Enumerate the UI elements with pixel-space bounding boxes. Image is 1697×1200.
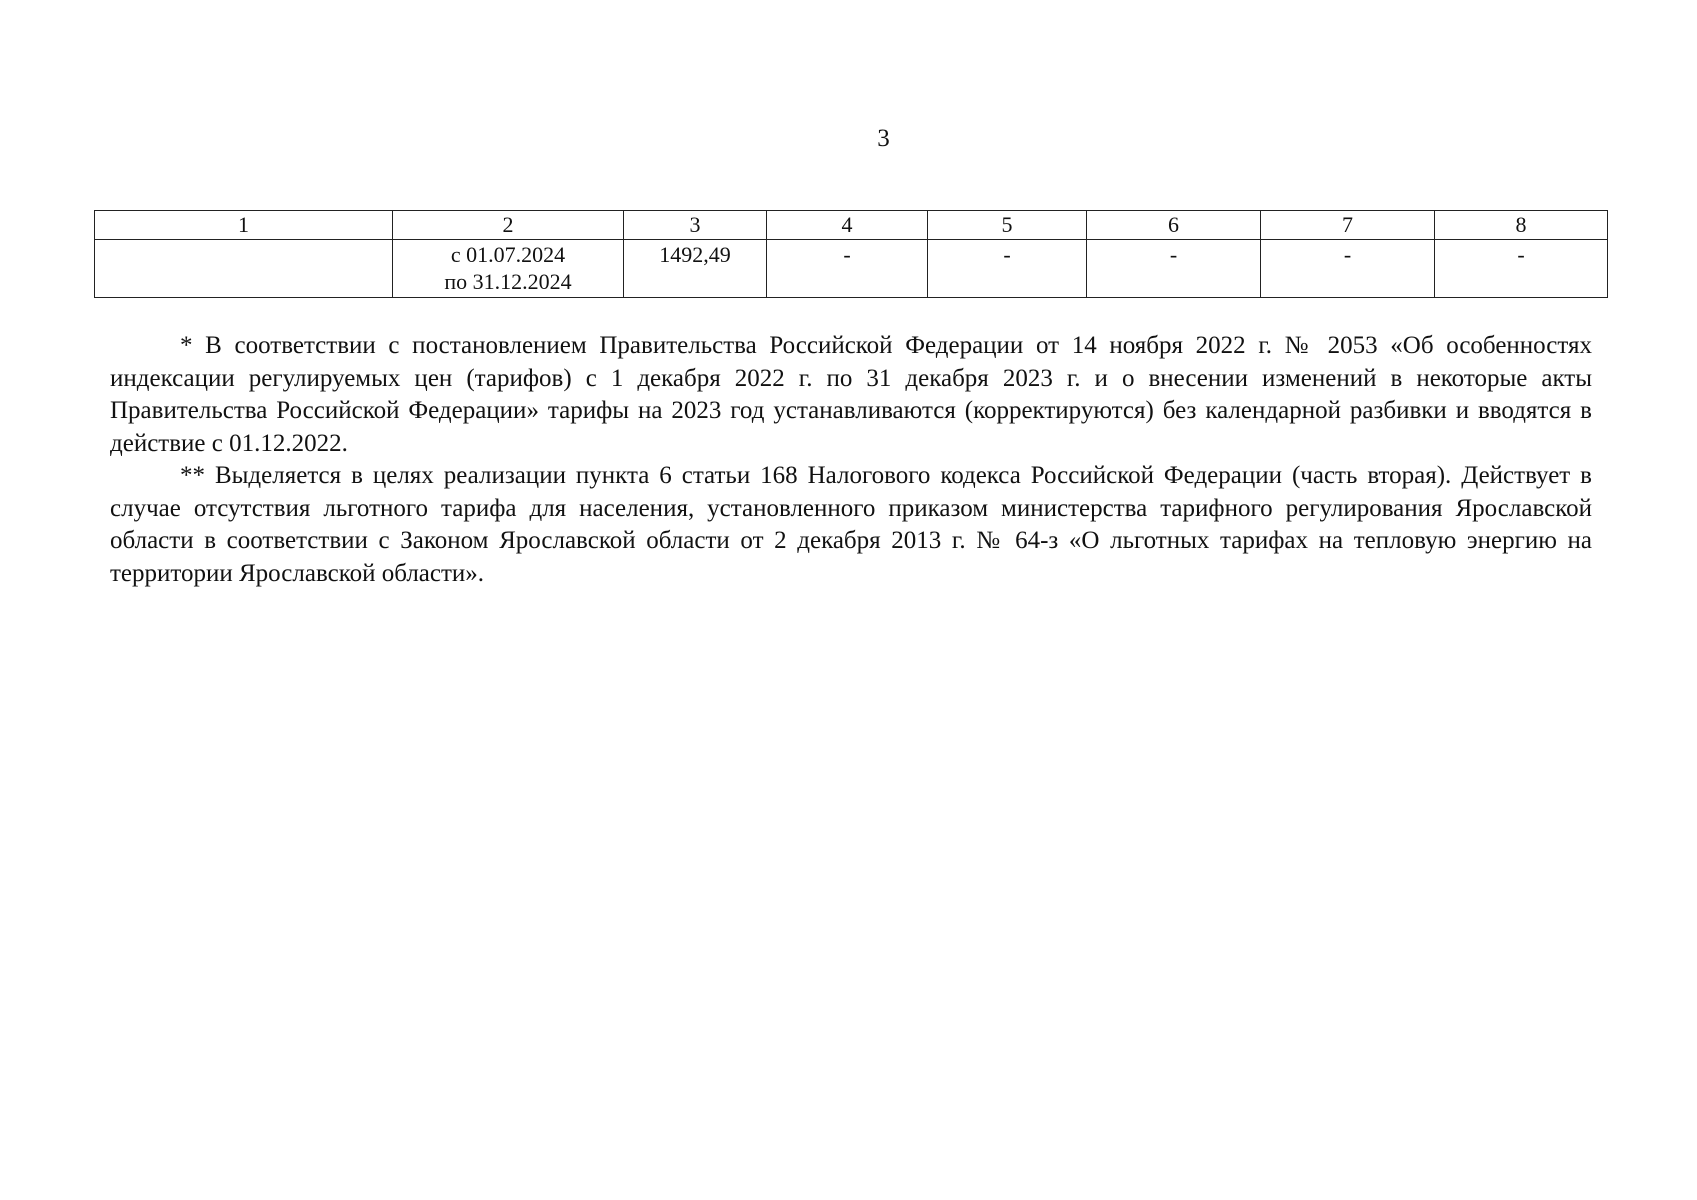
column-header: 7 [1261, 211, 1435, 240]
page-number: 3 [877, 125, 890, 152]
tariff-table [94, 210, 1608, 298]
column-header: 2 [393, 211, 624, 240]
period-start: с 01.07.2024 [450, 242, 566, 267]
period-end: по 31.12.2024 [444, 269, 572, 294]
table-cell-6: - [1087, 240, 1261, 298]
table-cell-5: - [928, 240, 1087, 298]
table-cell-8: - [1435, 240, 1608, 298]
column-header: 8 [1435, 211, 1608, 240]
column-header: 5 [928, 211, 1087, 240]
table-cell-4: - [767, 240, 928, 298]
table-cell-period [393, 240, 624, 298]
footnote-1: * В соответствии с постановлением Правительства Российской Федерации от 14 ноября 2022 г. № 2053 «Об особенностях индексации регулируемых цен (тарифов) с 1 декабря 2022 г. по 31 декабря 2023 г. и о внесении изменений в некоторые акты Правительства Российской Федерации» тарифы на 2023 год устанавливаются (корректируются) без календарной разбивки и вводятся в действие с 01.12.2022. [110, 332, 1592, 457]
column-header: 6 [1087, 211, 1261, 240]
table-header-row [95, 211, 1608, 240]
footnote-2: ** Выделяется в целях реализации пункта 6 статьи 168 Налогового кодекса Российской Федерации (часть вторая). Действует в случае отсутствия льготного тарифа для населения, установленного приказом министерства тарифного регулирования Ярославской области в соответствии с Законом Ярославской области от 2 декабря 2013 г. № 64-з «О льготных тарифах на тепловую энергию на территории Ярославской области». [110, 462, 1592, 587]
table-cell-1 [95, 240, 393, 298]
table-cell-tariff: 1492,49 [624, 240, 767, 298]
column-header: 1 [95, 211, 393, 240]
footnotes [110, 330, 1592, 590]
table-cell-7: - [1261, 240, 1435, 298]
column-header: 3 [624, 211, 767, 240]
column-header: 4 [767, 211, 928, 240]
table-row [95, 240, 1608, 298]
